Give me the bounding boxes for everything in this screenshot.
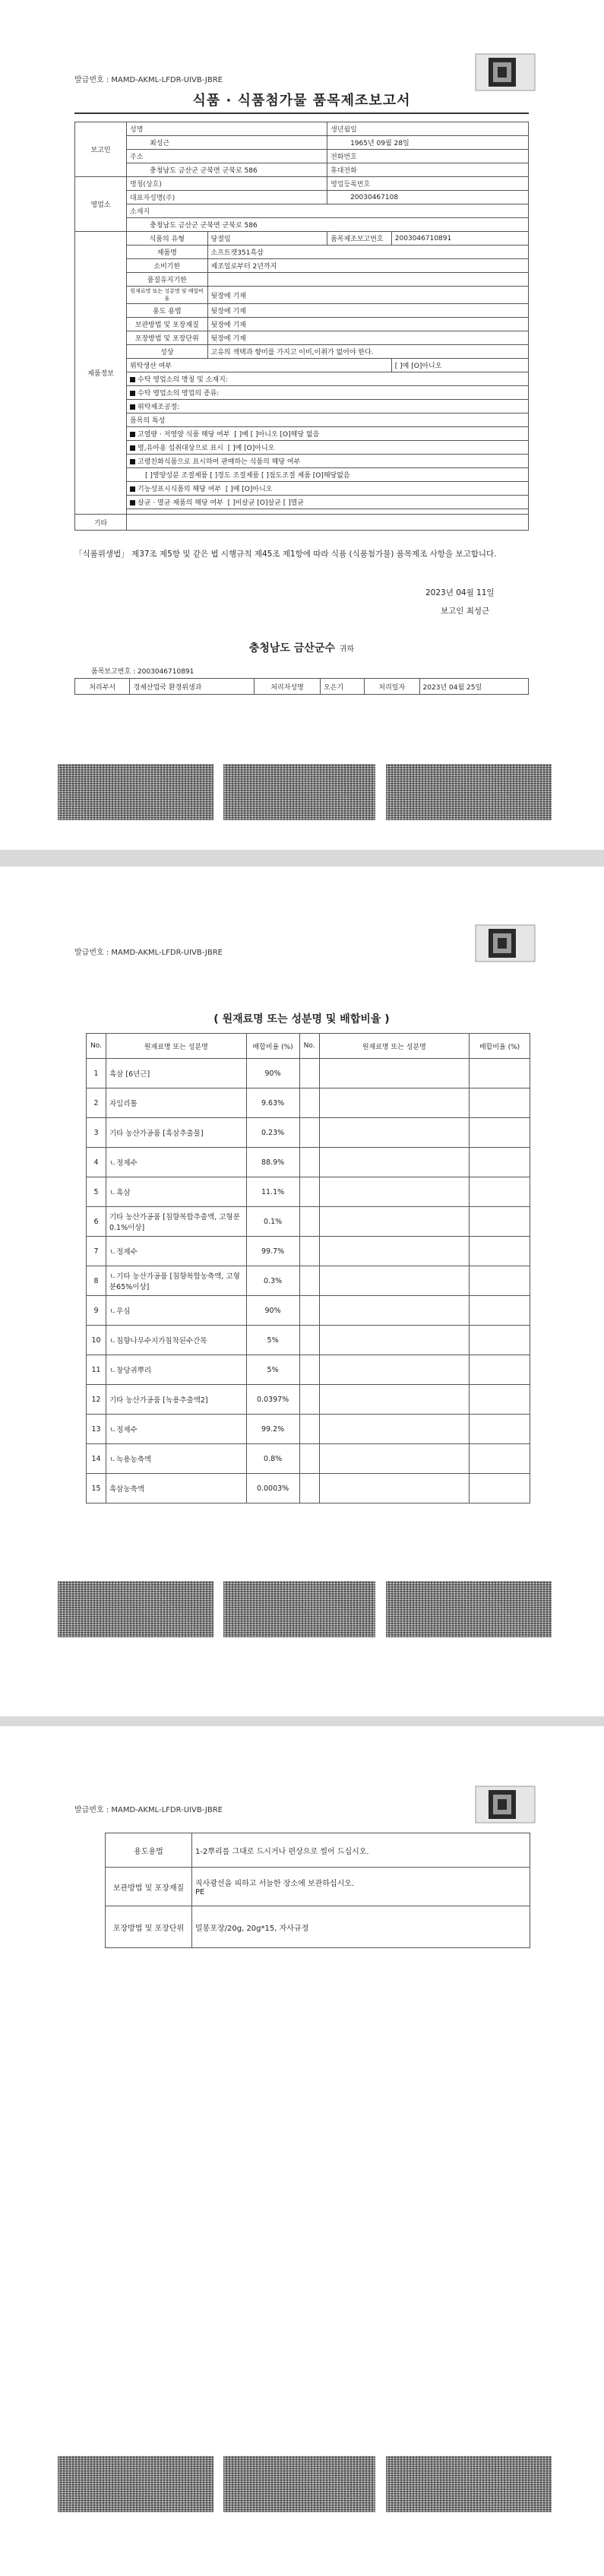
row-ratio: 0.3% bbox=[246, 1266, 299, 1296]
row-ingredient-name: ㄴ창당귀뿌리 bbox=[106, 1355, 246, 1385]
reporter-birth: 1965년 09월 28일 bbox=[327, 136, 529, 150]
barcode-strip bbox=[223, 2456, 375, 2512]
row-no: 7 bbox=[87, 1237, 106, 1266]
row-ingredient-name: 기타 농산가공품 [침향복합추출액, 고형분0.1%이상] bbox=[106, 1207, 246, 1237]
functional-label: 기능성표시식품의 해당 여부 bbox=[138, 486, 222, 493]
row-ingredient-name: 기타 농산가공품 [녹용추출액2] bbox=[106, 1385, 246, 1415]
barcode-strip bbox=[58, 2456, 213, 2512]
row-no-empty bbox=[299, 1474, 319, 1503]
barcode-strip bbox=[58, 764, 213, 820]
bullet-icon bbox=[130, 500, 135, 505]
high-calorie-options: [ ]예 [ ]아니오 [O]해당 없음 bbox=[234, 431, 320, 439]
high-calorie-row bbox=[127, 427, 529, 441]
row-no: 13 bbox=[87, 1415, 106, 1444]
row-name-empty bbox=[319, 1177, 470, 1207]
product-spacer bbox=[127, 509, 529, 515]
storage-value bbox=[192, 1868, 530, 1906]
row-no-empty bbox=[299, 1355, 319, 1385]
storage-method: 직사광선을 피하고 서늘한 장소에 보관하십시오. bbox=[195, 1880, 355, 1888]
row-ratio-empty bbox=[470, 1326, 530, 1355]
row-ingredient-name: ㄴ흑삼 bbox=[106, 1177, 246, 1207]
functional-options: [ ]예 [O]아니오 bbox=[225, 486, 273, 493]
report-page-3 bbox=[0, 1726, 604, 2576]
infant-label: 영,유아용 섭취대상으로 표시 bbox=[138, 445, 223, 452]
consign-name-row bbox=[127, 372, 529, 386]
row-ratio: 11.1% bbox=[246, 1177, 299, 1207]
consign-type-row bbox=[127, 386, 529, 400]
row-ingredient-name: ㄴ정제수 bbox=[106, 1148, 246, 1177]
row-no: 8 bbox=[87, 1266, 106, 1296]
consign-type-label: 수탁 영업소의 영업의 종류: bbox=[138, 390, 220, 398]
row-no-empty bbox=[299, 1118, 319, 1148]
row-ingredient-name: 흑삼농축액 bbox=[106, 1474, 246, 1503]
ingredient-table bbox=[86, 1033, 530, 1503]
table-row bbox=[87, 1059, 530, 1088]
row-no: 6 bbox=[87, 1207, 106, 1237]
row-name-empty bbox=[319, 1326, 470, 1355]
col-name-2: 원재료명 또는 성분명 bbox=[319, 1034, 470, 1059]
consign-label: 위탁생산 여부 bbox=[127, 359, 392, 372]
corner-seal-icon bbox=[475, 1785, 536, 1823]
food-type: 당절임 bbox=[207, 232, 327, 246]
usage-value: 1-2뿌리를 그대로 드시거나 편상으로 썰어 드십시오. bbox=[192, 1833, 530, 1868]
packing-value: 뒷장에 기재 bbox=[207, 331, 529, 345]
page-title: 식품 · 식품첨가물 품목제조보고서 bbox=[192, 93, 411, 109]
row-no-empty bbox=[299, 1088, 319, 1118]
bullet-icon bbox=[130, 391, 135, 396]
row-no: 14 bbox=[87, 1444, 106, 1474]
packing-label: 포장방법 및 포장단위 bbox=[106, 1906, 192, 1948]
row-no: 9 bbox=[87, 1296, 106, 1326]
sterile-label: 살균 · 멸균 제품의 해당 여부 bbox=[138, 499, 223, 507]
bottom-report-number bbox=[91, 666, 194, 676]
bullet-icon bbox=[130, 432, 135, 437]
table-row bbox=[87, 1415, 530, 1444]
packing-value: 밀봉포장/20g, 20g*15, 자사규정 bbox=[192, 1906, 530, 1948]
reporter-section-label: 보고인 bbox=[75, 122, 127, 177]
row-ratio-empty bbox=[470, 1237, 530, 1266]
business-reg-label: 영업등록번호 bbox=[327, 177, 529, 191]
row-ratio: 0.0397% bbox=[246, 1385, 299, 1415]
handler-value: 오은기 bbox=[320, 679, 364, 695]
table-row bbox=[87, 1148, 530, 1177]
high-calorie-label: 고열량 · 저영양 식품 해당 여부 bbox=[138, 431, 230, 439]
sterile-options: [ ]비살균 [O]살균 [ ]멸균 bbox=[227, 499, 305, 507]
row-name-empty bbox=[319, 1118, 470, 1148]
table-row bbox=[87, 1474, 530, 1503]
table-row bbox=[87, 1088, 530, 1118]
report-notice: 「식품위생법」 제37조 제5항 및 같은 법 시행규칙 제45조 제1항에 따라 식품 (식품첨가물) 품목제조 사항을 보고합니다. bbox=[74, 550, 497, 559]
row-no: 1 bbox=[87, 1059, 106, 1088]
elderly-options: [ ]영양성분 조절제품 [ ]경도 조절제품 [ ]점도조절 제품 [O]해당없음 bbox=[127, 468, 529, 482]
col-ratio: 배합비율 (%) bbox=[246, 1034, 299, 1059]
row-name-empty bbox=[319, 1207, 470, 1237]
infant-row bbox=[127, 441, 529, 455]
report-number-label: 품목제조보고번호 bbox=[327, 232, 392, 246]
bullet-icon bbox=[130, 486, 135, 492]
etc-label: 기타 bbox=[75, 515, 127, 531]
address-label: 주소 bbox=[127, 150, 327, 163]
report-form-table bbox=[74, 122, 529, 531]
bottom-report-number-value: 2003046710891 bbox=[137, 668, 194, 676]
table-row bbox=[87, 1237, 530, 1266]
date-label: 처리일자 bbox=[365, 679, 419, 695]
barcode-strip bbox=[386, 1581, 552, 1637]
row-ratio: 0.8% bbox=[246, 1444, 299, 1474]
sterile-row bbox=[127, 496, 529, 509]
reporter-signature-line: 보고인 최성근 bbox=[441, 607, 490, 616]
storage-material: PE bbox=[195, 1888, 205, 1896]
product-section-label: 제품정보 bbox=[75, 232, 127, 515]
table-row bbox=[87, 1296, 530, 1326]
shelf-life: 제조일로부터 2년까지 bbox=[207, 259, 529, 273]
row-no-empty bbox=[299, 1059, 319, 1088]
row-no: 5 bbox=[87, 1177, 106, 1207]
row-no-empty bbox=[299, 1296, 319, 1326]
usage-value: 뒷장에 기재 bbox=[207, 304, 529, 318]
row-ingredient-name: ㄴ녹용농축액 bbox=[106, 1444, 246, 1474]
ingredient-title: ( 원재료명 또는 성분명 및 배합비율 ) bbox=[213, 1013, 390, 1025]
row-ingredient-name: 흑삼 [6년근] bbox=[106, 1059, 246, 1088]
row-ratio: 5% bbox=[246, 1355, 299, 1385]
dept-label: 처리부서 bbox=[75, 679, 130, 695]
corner-seal-icon bbox=[475, 53, 536, 91]
row-no: 11 bbox=[87, 1355, 106, 1385]
row-ratio-empty bbox=[470, 1177, 530, 1207]
table-row bbox=[87, 1355, 530, 1385]
row-ratio-empty bbox=[470, 1148, 530, 1177]
row-name-empty bbox=[319, 1266, 470, 1296]
table-row bbox=[87, 1326, 530, 1355]
infant-options: [ ]예 [O]아니오 bbox=[227, 445, 275, 452]
bullet-icon bbox=[130, 377, 135, 382]
table-row bbox=[87, 1177, 530, 1207]
row-name-empty bbox=[319, 1148, 470, 1177]
usage-label: 용도 용법 bbox=[127, 304, 207, 318]
etc-value bbox=[127, 515, 529, 531]
col-no-2: No. bbox=[299, 1034, 319, 1059]
representative-label: 대표자성명(주) bbox=[127, 191, 327, 204]
product-name: 소프트캣351흑삼 bbox=[207, 246, 529, 259]
table-row bbox=[87, 1385, 530, 1415]
row-no: 4 bbox=[87, 1148, 106, 1177]
barcode-strip bbox=[223, 764, 375, 820]
row-no: 2 bbox=[87, 1088, 106, 1118]
dept-value: 경제산업국 환경위생과 bbox=[130, 679, 255, 695]
food-type-label: 식품의 유형 bbox=[127, 232, 207, 246]
barcode-strip bbox=[386, 2456, 552, 2512]
bottom-report-number-label: 품목보고번호 : bbox=[91, 668, 136, 676]
col-no: No. bbox=[87, 1034, 106, 1059]
quality-keep-label: 품질유지기한 bbox=[127, 273, 207, 287]
storage-label: 보관방법 및 포장재질 bbox=[106, 1868, 192, 1906]
row-name-empty bbox=[319, 1088, 470, 1118]
row-ratio-empty bbox=[470, 1059, 530, 1088]
quality-keep-value bbox=[207, 273, 529, 287]
ingredient-value: 뒷장에 기재 bbox=[207, 287, 529, 304]
row-no: 10 bbox=[87, 1326, 106, 1355]
business-section-label: 영업소 bbox=[75, 177, 127, 232]
row-ratio: 9.63% bbox=[246, 1088, 299, 1118]
row-ratio-empty bbox=[470, 1415, 530, 1444]
storage-label: 보관방법 및 포장재질 bbox=[127, 318, 207, 331]
row-no-empty bbox=[299, 1444, 319, 1474]
row-name-empty bbox=[319, 1415, 470, 1444]
row-no-empty bbox=[299, 1177, 319, 1207]
report-page-1 bbox=[0, 0, 604, 850]
addressee bbox=[74, 640, 529, 655]
row-ratio: 0.1% bbox=[246, 1207, 299, 1237]
barcode-strip bbox=[223, 1581, 375, 1637]
table-row bbox=[87, 1266, 530, 1296]
product-name-label: 제품명 bbox=[127, 246, 207, 259]
business-reg-number: 20030467108 bbox=[327, 191, 529, 204]
business-name-label: 명칭(상호) bbox=[127, 177, 327, 191]
row-no-empty bbox=[299, 1207, 319, 1237]
form-label: 성상 bbox=[127, 345, 207, 359]
row-ratio: 99.7% bbox=[246, 1237, 299, 1266]
bullet-icon bbox=[130, 404, 135, 410]
table-row bbox=[87, 1207, 530, 1237]
date-value: 2023년 04월 25일 bbox=[419, 679, 528, 695]
elderly-label: 고령친화식품으로 표시하여 판매하는 식품의 해당 여부 bbox=[138, 458, 301, 466]
consign-scope-row bbox=[127, 400, 529, 413]
row-no-empty bbox=[299, 1237, 319, 1266]
addressee-suffix: 귀하 bbox=[339, 645, 355, 654]
row-name-empty bbox=[319, 1296, 470, 1326]
row-no-empty bbox=[299, 1326, 319, 1355]
barcode-strip bbox=[386, 764, 552, 820]
processing-table bbox=[74, 678, 529, 695]
ingredient-label: 원재료명 또는 성분명 및 배합비율 bbox=[127, 287, 207, 304]
row-no: 12 bbox=[87, 1385, 106, 1415]
row-ratio: 99.2% bbox=[246, 1415, 299, 1444]
row-name-empty bbox=[319, 1444, 470, 1474]
bullet-icon bbox=[130, 459, 135, 464]
col-name: 원재료명 또는 성분명 bbox=[106, 1034, 246, 1059]
storage-value: 뒷장에 기재 bbox=[207, 318, 529, 331]
row-ingredient-name: ㄴ침향나무수지가침착된수간목 bbox=[106, 1326, 246, 1355]
row-name-empty bbox=[319, 1385, 470, 1415]
corner-seal-icon bbox=[475, 924, 536, 962]
row-ratio: 5% bbox=[246, 1326, 299, 1355]
name-label: 성명 bbox=[127, 122, 327, 136]
report-date: 2023년 04월 11일 bbox=[425, 588, 495, 597]
row-no-empty bbox=[299, 1415, 319, 1444]
addressee-name: 충청남도 금산군수 bbox=[248, 642, 335, 654]
issue-number: 발급번호 : MAMD-AKML-LFDR-UIVB-JBRE bbox=[74, 949, 223, 957]
location-label: 소재지 bbox=[127, 204, 529, 218]
row-name-empty bbox=[319, 1355, 470, 1385]
row-ratio: 90% bbox=[246, 1059, 299, 1088]
row-ratio-empty bbox=[470, 1355, 530, 1385]
issue-number: 발급번호 : MAMD-AKML-LFDR-UIVB-JBRE bbox=[74, 1806, 223, 1814]
usage-label: 용도용법 bbox=[106, 1833, 192, 1868]
mobile-label: 휴대전화 bbox=[327, 163, 529, 177]
row-no: 15 bbox=[87, 1474, 106, 1503]
form-value: 고유의 색택과 향미를 가지고 이미,이취가 없어야 한다. bbox=[207, 345, 529, 359]
row-ratio: 0.23% bbox=[246, 1118, 299, 1148]
row-ingredient-name: ㄴ우심 bbox=[106, 1296, 246, 1326]
row-ingredient-name: 자일리톨 bbox=[106, 1088, 246, 1118]
report-number: 2003046710891 bbox=[391, 232, 528, 246]
row-ingredient-name: ㄴ정제수 bbox=[106, 1237, 246, 1266]
row-ratio-empty bbox=[470, 1266, 530, 1296]
issue-number: 발급번호 : MAMD-AKML-LFDR-UIVB-JBRE bbox=[74, 76, 223, 84]
row-ratio-empty bbox=[470, 1474, 530, 1503]
col-ratio-2: 배합비율 (%) bbox=[470, 1034, 530, 1059]
table-row bbox=[87, 1444, 530, 1474]
row-ratio-empty bbox=[470, 1296, 530, 1326]
usage-storage-table bbox=[105, 1833, 530, 1948]
shelf-life-label: 소비기한 bbox=[127, 259, 207, 273]
row-name-empty bbox=[319, 1237, 470, 1266]
consign-scope-label: 위탁제조공정: bbox=[138, 404, 180, 411]
title-rule bbox=[74, 112, 529, 114]
row-ratio-empty bbox=[470, 1118, 530, 1148]
functional-row bbox=[127, 482, 529, 496]
reporter-address: 충청남도 금산군 군북면 군북로 586 bbox=[127, 163, 327, 177]
row-ingredient-name: 기타 농산가공품 [흑삼추출물] bbox=[106, 1118, 246, 1148]
row-ratio: 88.9% bbox=[246, 1148, 299, 1177]
consign-options: [ ]예 [O]아니오 bbox=[391, 359, 528, 372]
row-no: 3 bbox=[87, 1118, 106, 1148]
row-ratio-empty bbox=[470, 1385, 530, 1415]
report-page-2 bbox=[0, 867, 604, 1716]
row-name-empty bbox=[319, 1059, 470, 1088]
table-row bbox=[87, 1118, 530, 1148]
bullet-icon bbox=[130, 445, 135, 451]
business-address: 충청남도 금산군 군북면 군북로 586 bbox=[127, 218, 529, 232]
row-no-empty bbox=[299, 1385, 319, 1415]
row-no-empty bbox=[299, 1148, 319, 1177]
row-name-empty bbox=[319, 1474, 470, 1503]
birth-label: 생년월일 bbox=[327, 122, 529, 136]
reporter-name: 최성근 bbox=[127, 136, 327, 150]
packing-label: 포장방법 및 포장단위 bbox=[127, 331, 207, 345]
row-ratio-empty bbox=[470, 1207, 530, 1237]
barcode-strip bbox=[58, 1581, 213, 1637]
row-ratio: 90% bbox=[246, 1296, 299, 1326]
row-ingredient-name: ㄴ정제수 bbox=[106, 1415, 246, 1444]
row-ingredient-name: ㄴ기타 농산가공품 [침향복합농축액, 고형분65%이상] bbox=[106, 1266, 246, 1296]
phone-label: 전화번호 bbox=[327, 150, 529, 163]
row-ratio-empty bbox=[470, 1444, 530, 1474]
ingredient-rows bbox=[87, 1059, 530, 1503]
feature-label: 품목의 특성 bbox=[127, 413, 529, 427]
handler-label: 처리자성명 bbox=[255, 679, 321, 695]
row-no-empty bbox=[299, 1266, 319, 1296]
consign-name-label: 수탁 영업소의 명칭 및 소재지: bbox=[138, 376, 228, 384]
row-ratio: 0.0003% bbox=[246, 1474, 299, 1503]
elderly-row bbox=[127, 455, 529, 468]
row-ratio-empty bbox=[470, 1088, 530, 1118]
